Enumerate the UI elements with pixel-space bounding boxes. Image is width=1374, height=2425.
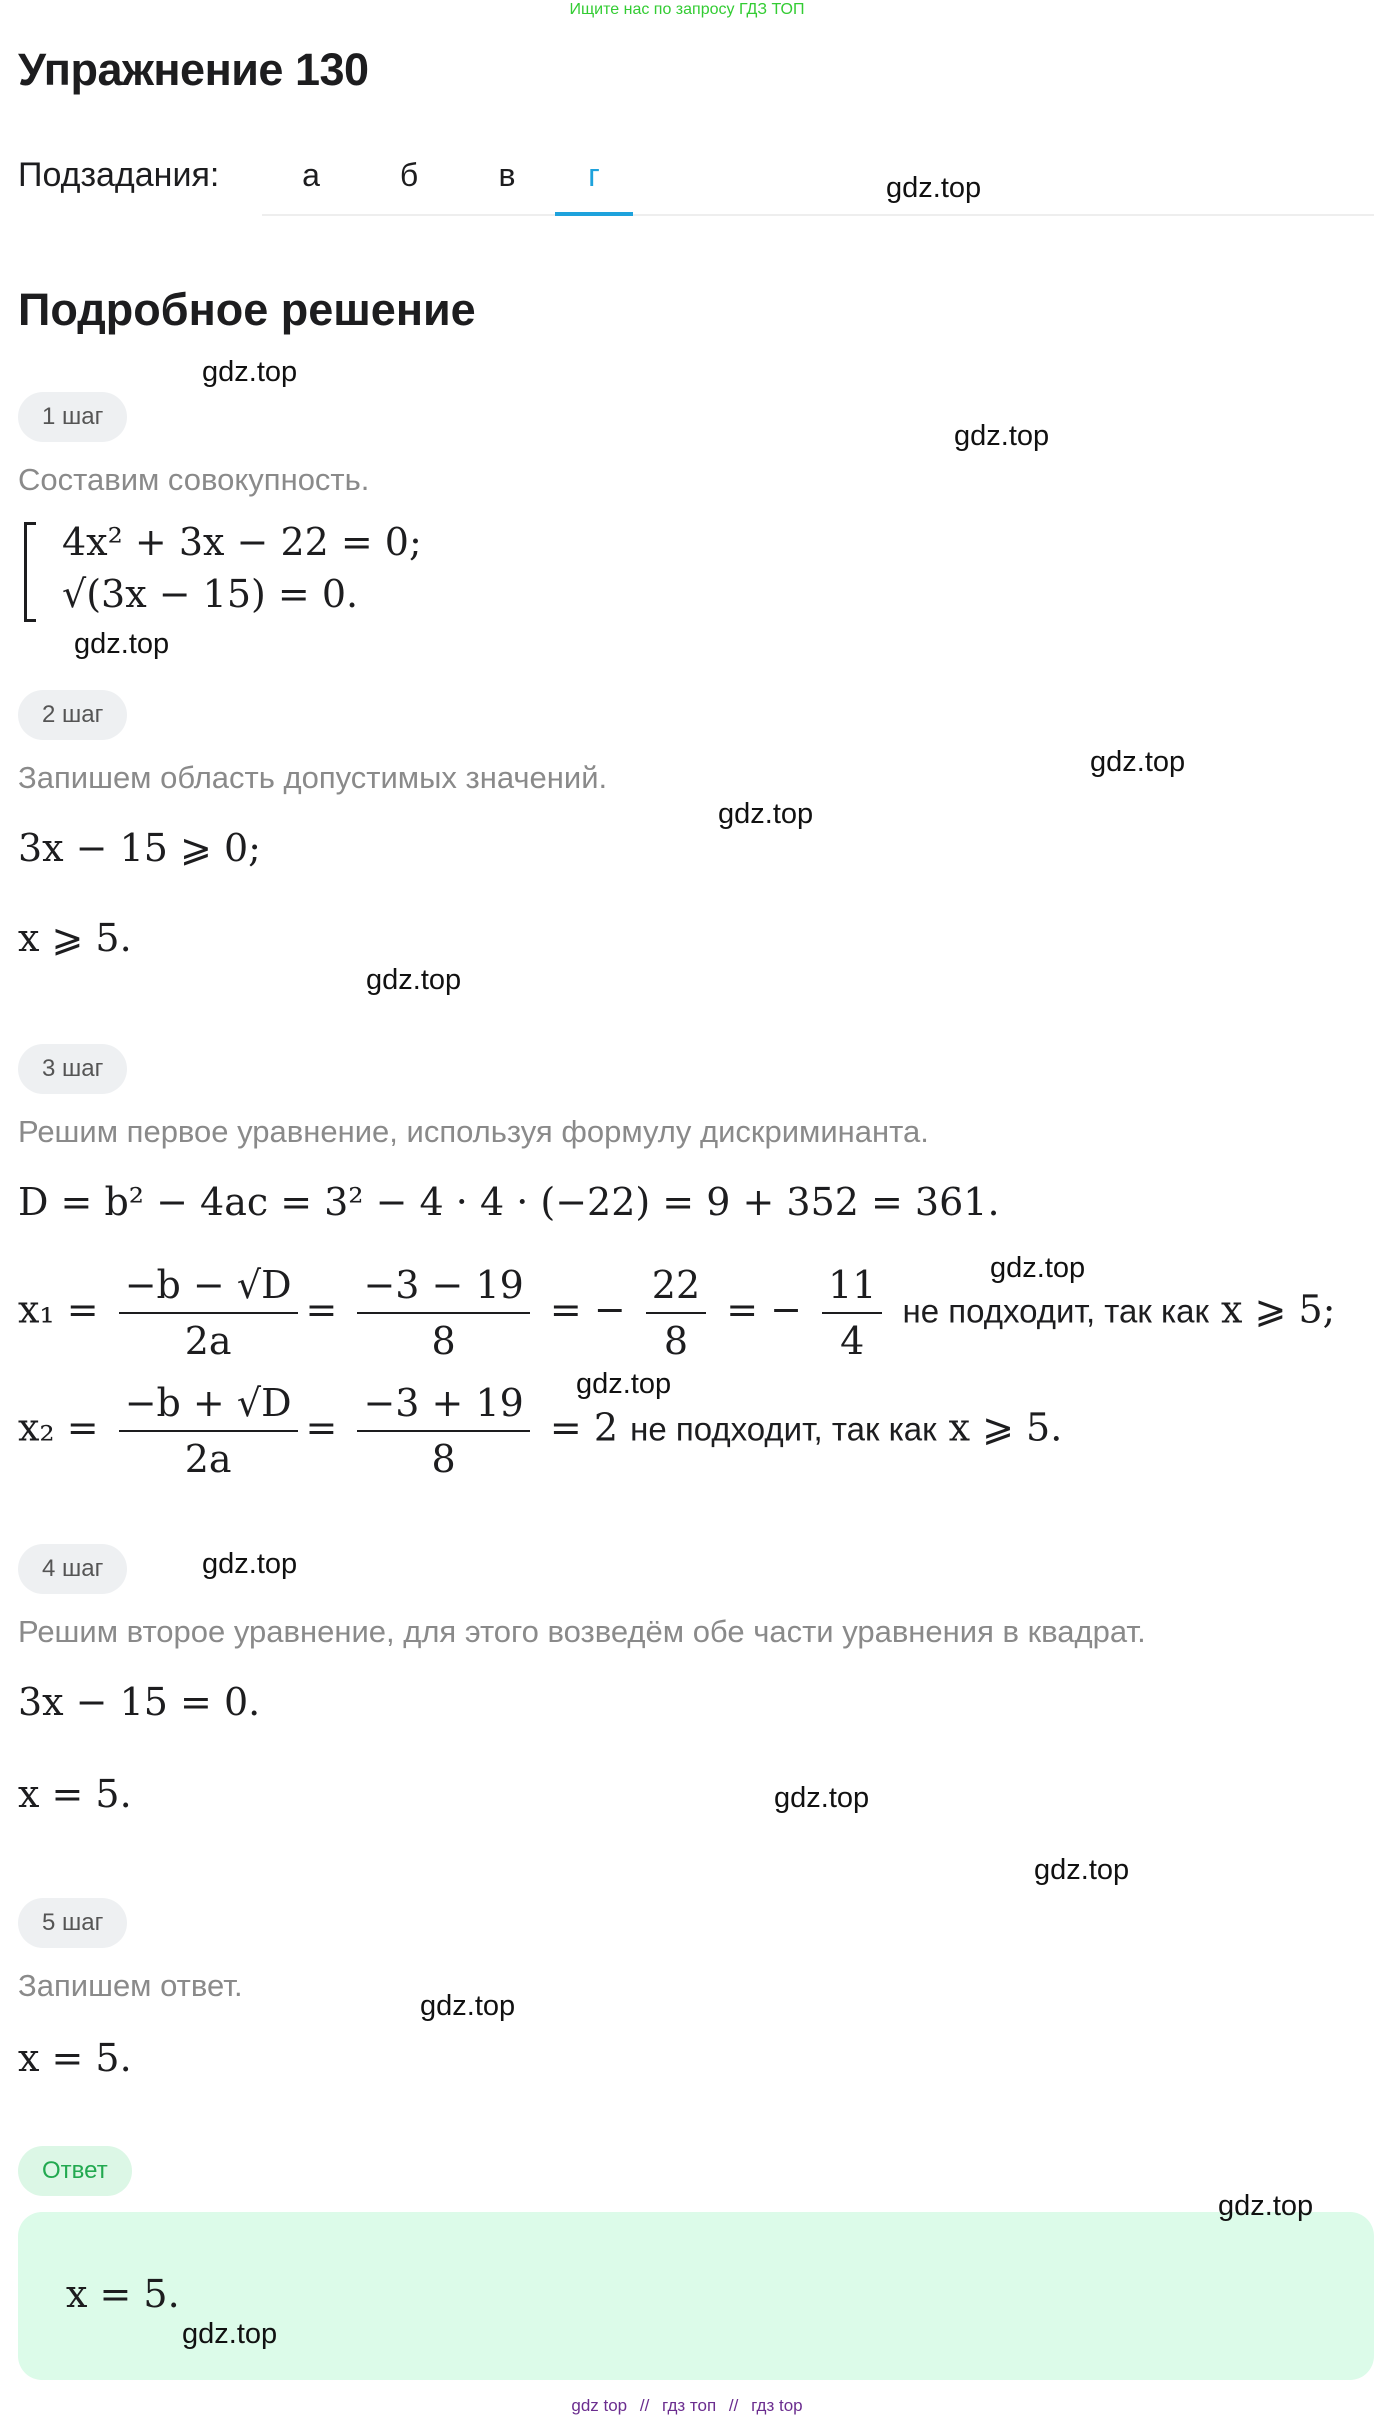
footer-link[interactable]: gdz top (571, 2396, 628, 2415)
root-x1-line: x₁ = $\frac{-b - √D}{2a}$ = $\frac{-3 - 19}{8}$ = − $\frac{22}{8}$ = − $\frac{11}{4}$ не подходит, так как x ⩾ 5; (18, 1258, 1335, 1368)
system-bracket (24, 522, 36, 622)
watermark: gdz.top (202, 356, 298, 388)
root-condition: x ⩾ 5. (948, 1405, 1063, 1450)
math-line: x = 5. (18, 2036, 132, 2080)
solution-heading: Подробное решение (18, 284, 476, 335)
fraction (357, 1258, 529, 1368)
fraction-numerator: 11 (822, 1258, 882, 1314)
step-badge: 1 шаг (18, 392, 127, 442)
watermark: gdz.top (202, 1548, 298, 1580)
fraction-numerator: −b − √D (119, 1258, 298, 1314)
fraction-denominator: 8 (431, 1437, 456, 1481)
equals-minus: = − (726, 1287, 802, 1332)
equals-minus: = − (549, 1287, 626, 1332)
fraction-denominator: 2a (184, 1319, 232, 1363)
fraction-denominator: 8 (431, 1319, 456, 1363)
subtasks-label: Подзадания: (18, 156, 220, 194)
step-badge: 3 шаг (18, 1044, 127, 1094)
footer-separator: // (639, 2396, 650, 2415)
fraction-denominator: 8 (663, 1319, 689, 1363)
footer-separator: // (728, 2396, 739, 2415)
step-badge: 5 шаг (18, 1898, 127, 1948)
math-line: 3x − 15 ⩾ 0; (18, 826, 261, 870)
fraction (119, 1376, 298, 1486)
system-equation-2: √(3x − 15) = 0. (62, 572, 359, 616)
fraction (646, 1258, 706, 1368)
step-badge: 4 шаг (18, 1544, 127, 1594)
fraction-numerator: −3 − 19 (357, 1258, 529, 1314)
fraction-denominator: 4 (840, 1319, 865, 1363)
step-description: Запишем ответ. (18, 1968, 243, 2003)
root-condition: x ⩾ 5; (1221, 1287, 1336, 1332)
watermark: gdz.top (1090, 746, 1186, 778)
answer-value: x = 5. (66, 2272, 180, 2316)
tab-g[interactable]: г (555, 150, 633, 216)
x2-lhs: x₂ = (18, 1405, 99, 1450)
root-note: не подходит, так как (630, 1410, 937, 1448)
footer-links (0, 2396, 1374, 2416)
watermark: gdz.top (886, 172, 982, 204)
root-result: = 2 (549, 1405, 619, 1450)
fraction-numerator: 22 (646, 1258, 706, 1314)
equation-system (18, 520, 618, 626)
watermark: gdz.top (774, 1782, 870, 1814)
watermark: gdz.top (954, 420, 1050, 452)
watermark: gdz.top (366, 964, 462, 996)
fraction-numerator: −3 + 19 (357, 1376, 529, 1432)
page-title: Упражнение 130 (18, 44, 369, 95)
answer-box (18, 2212, 1374, 2380)
x1-lhs: x₁ = (18, 1287, 99, 1332)
watermark: gdz.top (420, 1990, 516, 2022)
system-equation-1: 4x² + 3x − 22 = 0; (62, 520, 422, 564)
subtask-tabs (262, 150, 1374, 216)
top-notice: Ищите нас по запросу ГДЗ ТОП (569, 1, 805, 18)
math-line: 3x − 15 = 0. (18, 1680, 261, 1724)
watermark: gdz.top (1218, 2190, 1314, 2222)
footer-link[interactable]: гдз топ (662, 2396, 717, 2415)
step-badge: 2 шаг (18, 690, 127, 740)
watermark: gdz.top (182, 2318, 278, 2350)
step-description: Решим второе уравнение, для этого возведём обе части уравнения в квадрат. (18, 1614, 1146, 1649)
tab-b[interactable]: б (399, 157, 419, 193)
fraction (822, 1258, 882, 1368)
watermark: gdz.top (990, 1252, 1086, 1284)
watermark: gdz.top (74, 628, 170, 660)
step-description: Решим первое уравнение, используя формулу дискриминанта. (18, 1114, 929, 1149)
footer-link[interactable]: гдз top (751, 2396, 803, 2415)
tab-v[interactable]: в (498, 157, 516, 193)
discriminant-line: D = b² − 4ac = 3² − 4 · 4 · (−22) = 9 + 352 = 361. (18, 1180, 1000, 1224)
step-description: Составим совокупность. (18, 462, 370, 497)
math-line: x ⩾ 5. (18, 916, 132, 960)
tab-a[interactable]: а (302, 157, 320, 193)
watermark: gdz.top (718, 798, 814, 830)
answer-badge: Ответ (18, 2146, 132, 2196)
fraction (119, 1258, 298, 1368)
step-description: Запишем область допустимых значений. (18, 760, 608, 795)
fraction-denominator: 2a (184, 1437, 232, 1481)
fraction-numerator: −b + √D (119, 1376, 298, 1432)
root-x2-line: x₂ = $\frac{-b + √D}{2a}$ = $\frac{-3 + 19}{8}$ = 2 не подходит, так как x ⩾ 5. (18, 1376, 1062, 1486)
watermark: gdz.top (576, 1368, 672, 1400)
fraction (357, 1376, 529, 1486)
math-line: x = 5. (18, 1772, 132, 1816)
root-note: не подходит, так как (902, 1292, 1209, 1330)
watermark: gdz.top (1034, 1854, 1130, 1886)
